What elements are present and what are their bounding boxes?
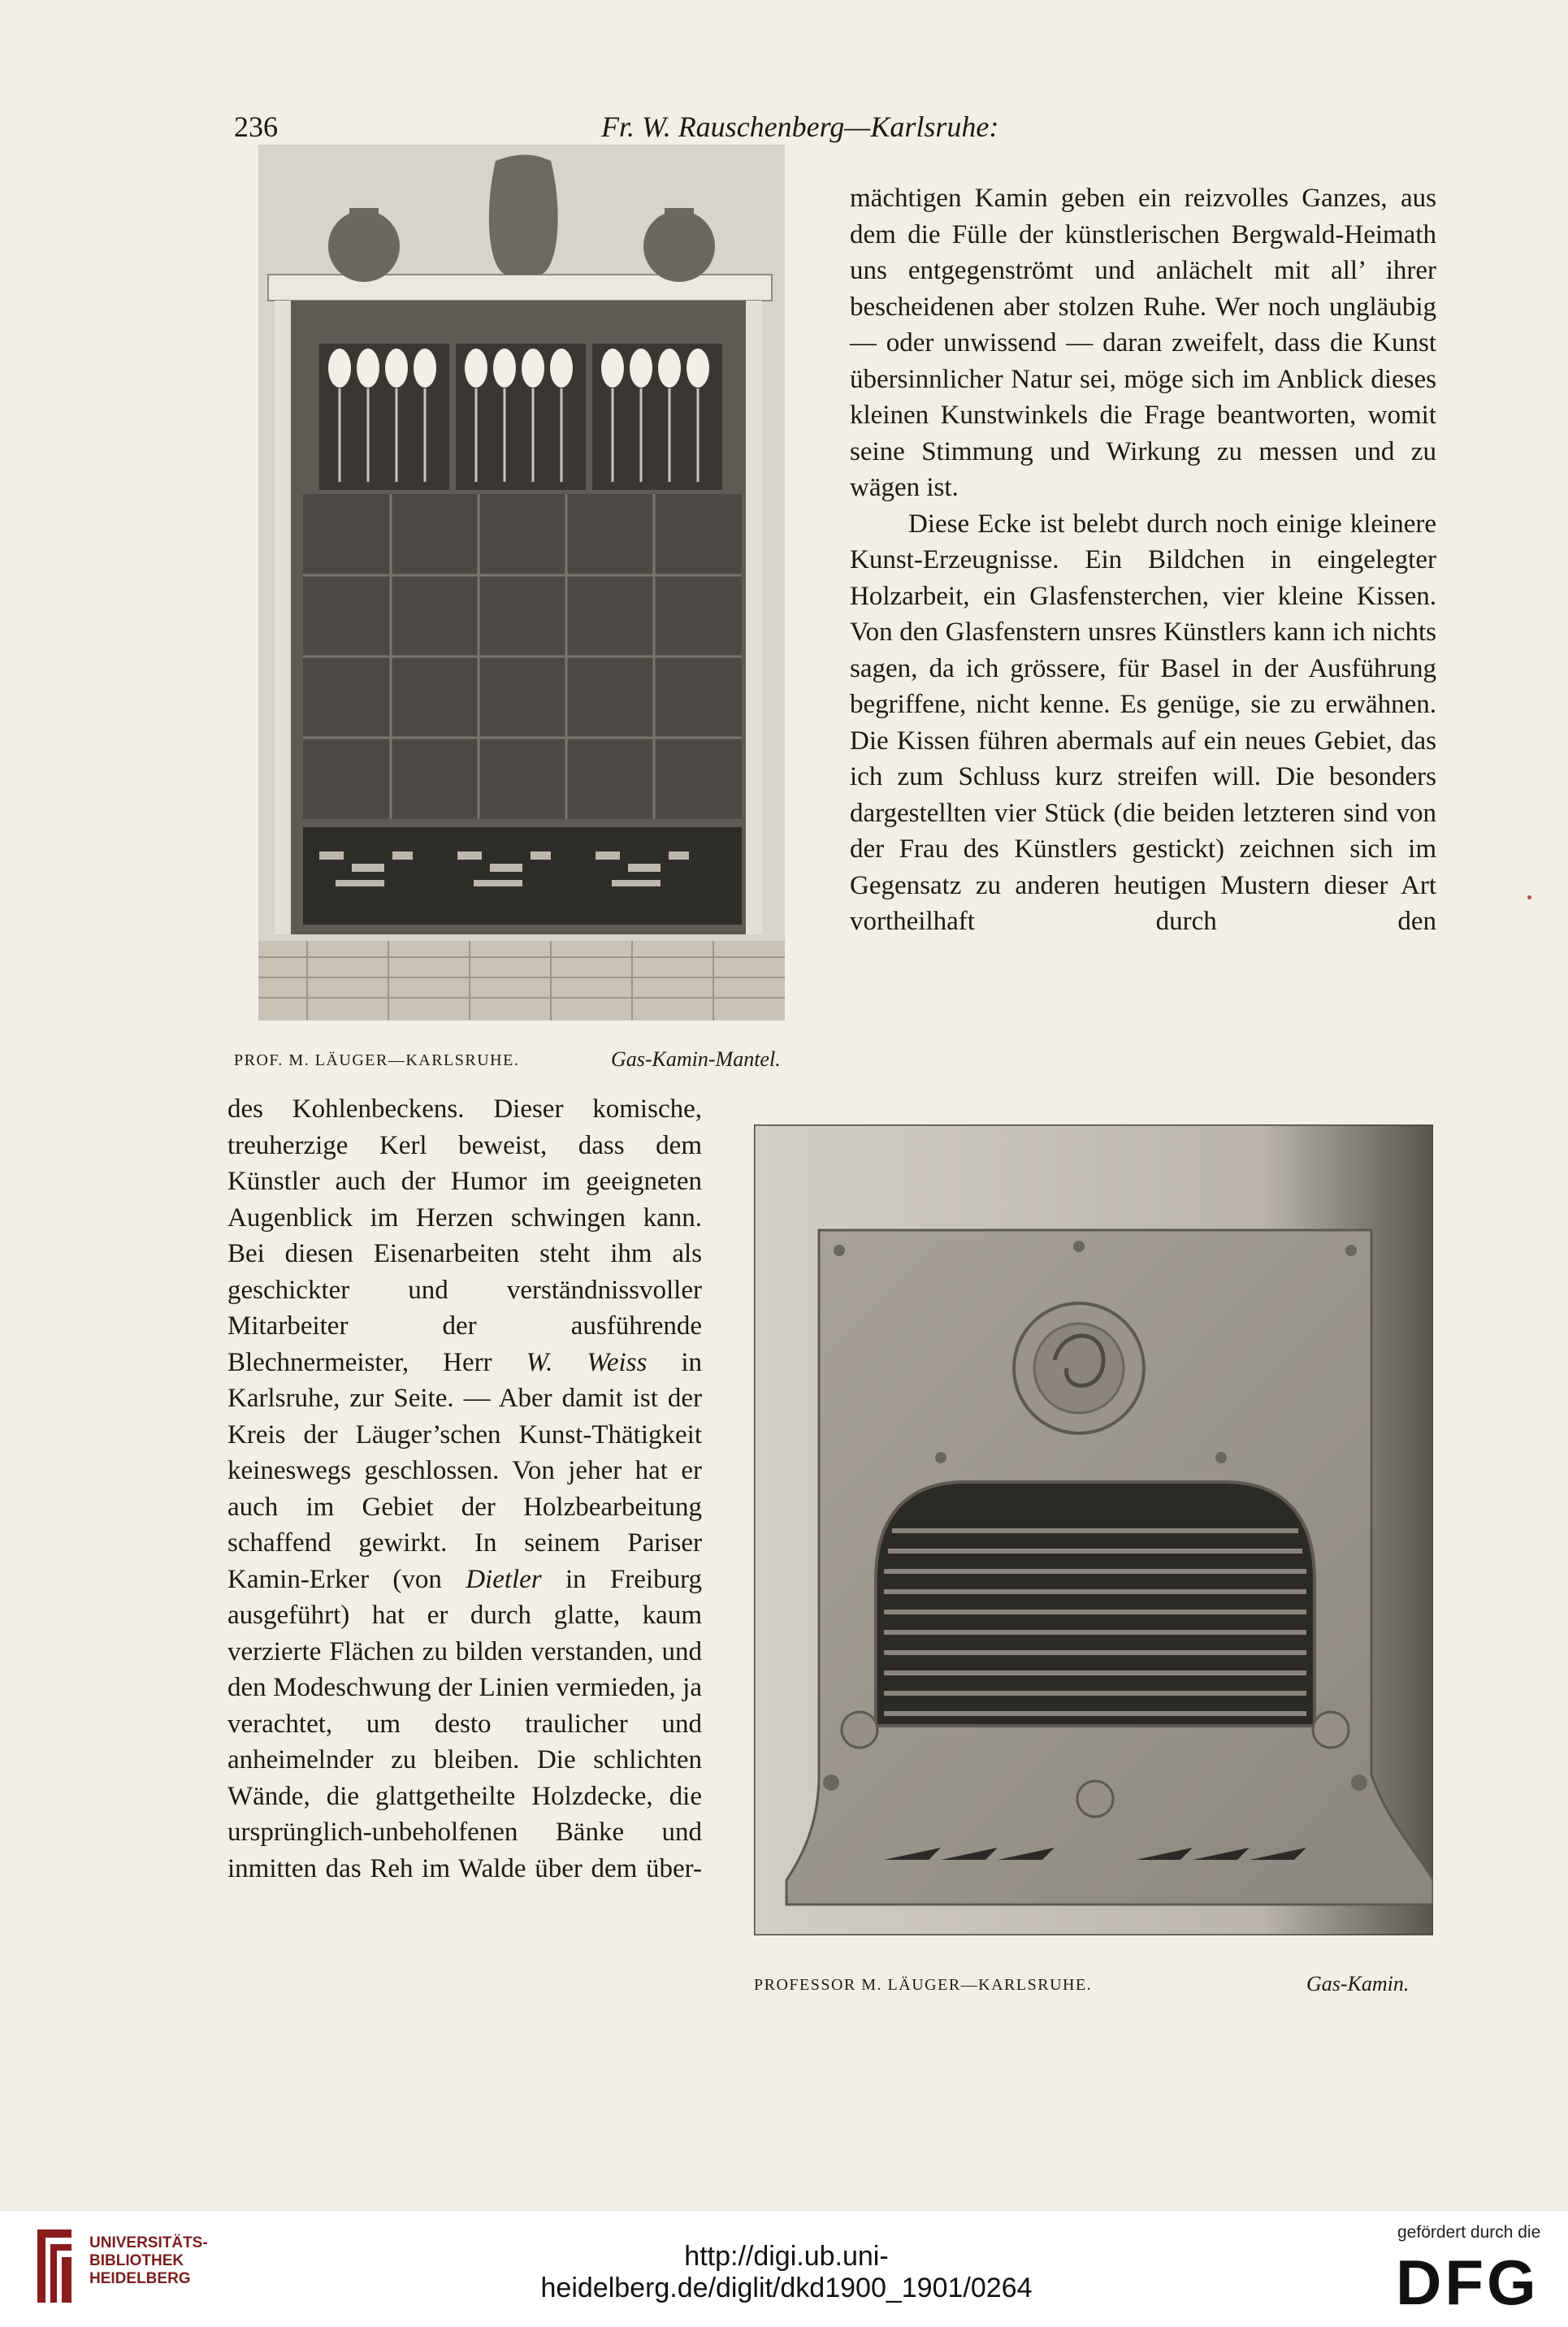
dfg-logo[interactable]: DFG: [1396, 2247, 1540, 2318]
fireplace-mantel-illustration: [258, 145, 785, 1020]
figure2-caption-left: PROFESSOR M. LÄUGER—KARLSRUHE.: [754, 1976, 1093, 1994]
person-name: W. Weiss: [526, 1347, 648, 1377]
paragraph: Diese Ecke ist belebt durch noch einige kleinere Kunst-Erzeugnisse. Ein Bildchen in eingelegter Holzarbeit, ein Glasfensterchen, vier kleine Kissen. Von den Glasfenstern unsres Künstlers kann ich nichts sagen, da ich grössere, für Basel in der Ausführung begriffene, nicht kenne. Es genüge, sie zu erwähnen. Die Kissen führen abermals auf ein neues Gebiet, das ich zum Schluss kurz streifen will. Die besonders dargestellten vier Stück (die beiden letzteren sind von der Frau des Künstlers gestickt) zeichnen sich im Gegensatz zu anderen heutigen Mustern dieser Art vortheilhaft durch den: [850, 509, 1436, 936]
funding-label: gefördert durch die: [1397, 2223, 1541, 2242]
text-segment: in Karlsruhe, zur Seite. — Aber damit ist der Kreis der Läuger’schen Kunst-Thätigkeit keineswegs geschlossen. Von jeher hat er auch im Gebiet der Holzbearbeitung schaffend gewirkt. In seinem Pariser Kamin-Erker (von: [227, 1347, 703, 1594]
text-segment: des Kohlenbeckens. Dieser komische, treuherzige Kerl beweist, dass dem Künstler auch der Humor im geeigneten Augenblick im Herzen schwingen kann. Bei diesen Eisenarbeiten steht ihm als geschickter und verständnissvoller Mitarbeiter der ausführende Blechnermeister, Herr: [227, 1094, 702, 1377]
figure2-caption-right: Gas-Kamin.: [1306, 1972, 1410, 1996]
library-line: BIBLIOTHEK: [89, 2252, 184, 2269]
text-column-right-top: [850, 180, 1436, 940]
university-library-logo-icon[interactable]: [32, 2226, 76, 2306]
person-name: Dietler: [466, 1564, 542, 1594]
running-title: Fr. W. Rauschenberg—Karlsruhe:: [601, 110, 999, 143]
gas-fireplace-illustration: [754, 1124, 1433, 1935]
library-line: UNIVERSITÄTS-: [89, 2234, 208, 2251]
figure1-caption-left: PROF. M. LÄUGER—KARLSRUHE.: [234, 1051, 520, 1069]
paragraph: [227, 1091, 702, 1887]
paper-speck: [1527, 895, 1531, 899]
figure-gas-kamin-photo: [754, 1124, 1433, 1935]
library-line: HEIDELBERG: [89, 2270, 191, 2287]
text-column-left-bottom: [227, 1091, 702, 1887]
permalink-url[interactable]: http://digi.ub.uni-heidelberg.de/diglit/dkd1900_1901/0264: [540, 2241, 1033, 2303]
figure1-caption-right: Gas-Kamin-Mantel.: [611, 1047, 781, 1071]
text-segment: in Freiburg ausgeführt) hat er durch glatte, kaum verzierte Flächen zu bilden verstanden, und den Modeschwung der Linien vermieden, ja verachtet, um desto traulicher und anheimelnder zu bleiben. Die schlichten Wände, die glattgetheilte Holzdecke, die ursprünglich-unbeholfenen Bänke und inmitten das Reh im Walde über dem über-: [227, 1564, 702, 1883]
university-library-name[interactable]: [89, 2234, 208, 2288]
figure-gas-kamin-mantel-photo: [258, 145, 785, 1020]
page-number: 236: [234, 110, 278, 143]
paragraph: mächtigen Kamin geben ein reizvolles Ganzes, aus dem die Fülle der künstlerischen Bergwald-Heimath uns entgegenströmt und anlächelt mit all’ ihrer bescheidenen aber stolzen Ruhe. Wer noch ungläubig — oder unwissend — daran zweifelt, dass die Kunst übersinnlicher Natur sei, möge sich im Anblick dieses kleinen Kunstwinkels die Frage beantworten, womit seine Stimmung und Wirkung zu messen und zu wägen ist.: [850, 184, 1436, 502]
